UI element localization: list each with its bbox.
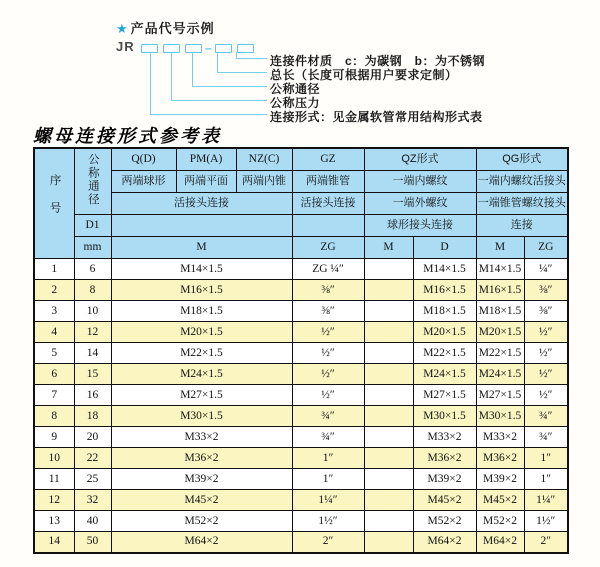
cell-no: 1	[34, 259, 74, 280]
cell-qg-m: M64×2	[476, 532, 524, 553]
cell-gz: ZG ¼″	[292, 259, 364, 280]
subheader-gz: 两端锥管	[292, 171, 364, 193]
cell-no: 13	[34, 511, 74, 532]
cell-m: M39×2	[111, 469, 292, 490]
connect-type-qz3: 球形接头连接	[364, 215, 476, 237]
cell-qg-zg: ¾″	[524, 427, 568, 448]
col-group-nzc: NZ(C)	[236, 148, 292, 171]
cell-gz: ½″	[292, 385, 364, 406]
cell-qg-m: M14×1.5	[476, 259, 524, 280]
cell-qg-zg: 2″	[524, 532, 568, 553]
cell-qg-zg: ¼″	[524, 259, 568, 280]
cell-qg-m: M30×1.5	[476, 406, 524, 427]
cell-qz-d: M24×1.5	[413, 364, 476, 385]
connect-type-qg3: 连接	[476, 215, 568, 237]
cell-dn: 25	[74, 469, 111, 490]
cell-no: 12	[34, 490, 74, 511]
cell-qg-m: M24×1.5	[476, 364, 524, 385]
cell-qz-m	[364, 364, 413, 385]
table-row	[34, 427, 568, 448]
cell-qz-d: M52×2	[413, 511, 476, 532]
cell-gz: ½″	[292, 322, 364, 343]
table-row	[34, 301, 568, 322]
cell-gz: ⅜″	[292, 301, 364, 322]
cell-qg-zg: ¾″	[524, 406, 568, 427]
subheader-qz: 一端内螺纹	[364, 171, 476, 193]
code-label-length: 总长（长度可根据用户要求定制）	[270, 68, 458, 82]
cell-gz: ½″	[292, 364, 364, 385]
cell-m: M16×1.5	[111, 280, 292, 301]
subheader-qd: 两端球形	[111, 171, 176, 193]
header-mm: mm	[74, 237, 111, 259]
cell-qg-zg: ½″	[524, 364, 568, 385]
cell-dn: 15	[74, 364, 111, 385]
cell-qz-d: M36×2	[413, 448, 476, 469]
cell-qg-zg: 1¼″	[524, 490, 568, 511]
code-label-connection: 连接形式：见金属软管常用结构形式表	[270, 110, 483, 124]
cell-qz-m	[364, 259, 413, 280]
cell-qz-d: M33×2	[413, 427, 476, 448]
cell-no: 6	[34, 364, 74, 385]
cell-m: M52×2	[111, 511, 292, 532]
cell-qg-m: M27×1.5	[476, 385, 524, 406]
col-header-diameter: 公称通径	[74, 148, 111, 215]
cell-m: M30×1.5	[111, 406, 292, 427]
table-row	[34, 532, 568, 553]
cell-qg-m: M39×2	[476, 469, 524, 490]
cell-dn: 8	[74, 280, 111, 301]
table-row	[34, 259, 568, 280]
cell-m: M24×1.5	[111, 364, 292, 385]
cell-qg-m: M52×2	[476, 511, 524, 532]
cell-qg-zg: 1″	[524, 448, 568, 469]
cell-qz-m	[364, 406, 413, 427]
cell-qg-m: M22×1.5	[476, 343, 524, 364]
cell-m: M36×2	[111, 448, 292, 469]
connector-line	[217, 52, 218, 72]
code-box-3	[185, 44, 202, 53]
cell-qz-m	[364, 385, 413, 406]
cell-qg-m: M18×1.5	[476, 301, 524, 322]
unit-d-qz: D	[413, 237, 476, 259]
cell-gz: 1½″	[292, 511, 364, 532]
cell-m: M22×1.5	[111, 343, 292, 364]
cell-qz-d: M39×2	[413, 469, 476, 490]
product-code-heading-text: 产品代号示例	[130, 21, 215, 36]
connector-line	[192, 52, 193, 86]
cell-gz: ⅜″	[292, 280, 364, 301]
unit-m-qpmnz: M	[111, 237, 292, 259]
cell-qg-m: M16×1.5	[476, 280, 524, 301]
table-row	[34, 469, 568, 490]
cell-qg-m: M45×2	[476, 490, 524, 511]
cell-no: 11	[34, 469, 74, 490]
cell-qz-m	[364, 343, 413, 364]
cell-gz: 1″	[292, 469, 364, 490]
cell-qz-m	[364, 511, 413, 532]
cell-dn: 22	[74, 448, 111, 469]
cell-gz: ½″	[292, 343, 364, 364]
connector-line	[150, 52, 151, 114]
unit-m-qg: M	[476, 237, 524, 259]
col-group-qd: Q(D)	[111, 148, 176, 171]
unit-zg-gz: ZG	[292, 237, 364, 259]
connect-type-union: 活接头连接	[111, 193, 292, 215]
cell-dn: 18	[74, 406, 111, 427]
unit-m-qz: M	[364, 237, 413, 259]
cell-dn: 40	[74, 511, 111, 532]
connect-type-qz2: 一端外螺纹	[364, 193, 476, 215]
cell-no: 2	[34, 280, 74, 301]
col-group-gz: GZ	[292, 148, 364, 171]
cell-gz: ¾″	[292, 427, 364, 448]
table-row	[34, 448, 568, 469]
connector-line	[171, 52, 172, 100]
cell-qz-m	[364, 427, 413, 448]
cell-no: 14	[34, 532, 74, 553]
cell-gz: 1″	[292, 448, 364, 469]
cell-qg-m: M36×2	[476, 448, 524, 469]
code-label-material: 连接件材质 c：为碳钢 b：为不锈钢	[270, 54, 486, 68]
connector-line	[236, 58, 267, 59]
cell-qg-zg: ½″	[524, 385, 568, 406]
cell-qg-zg: 1″	[524, 469, 568, 490]
table-row	[34, 490, 568, 511]
cell-qz-m	[364, 532, 413, 553]
cell-no: 7	[34, 385, 74, 406]
cell-dn: 10	[74, 301, 111, 322]
cell-dn: 50	[74, 532, 111, 553]
subheader-qg: 一端内螺纹活接头	[476, 171, 568, 193]
cell-m: M27×1.5	[111, 385, 292, 406]
cell-m: M45×2	[111, 490, 292, 511]
cell-qz-d: M14×1.5	[413, 259, 476, 280]
cell-m: M14×1.5	[111, 259, 292, 280]
cell-qz-d: M20×1.5	[413, 322, 476, 343]
subheader-pma: 两端平面	[176, 171, 236, 193]
cell-qz-m	[364, 448, 413, 469]
unit-zg-qg: ZG	[524, 237, 568, 259]
table-row	[34, 406, 568, 427]
code-label-diameter: 公称通径	[270, 82, 321, 96]
cell-dn: 20	[74, 427, 111, 448]
connector-line	[217, 72, 267, 73]
table-title: 螺母连接形式参考表	[33, 126, 222, 147]
cell-no: 8	[34, 406, 74, 427]
cell-qz-m	[364, 280, 413, 301]
cell-qz-d: M22×1.5	[413, 343, 476, 364]
connect-type-qg2: 一端锥管螺纹接头	[476, 193, 568, 215]
table-row	[34, 322, 568, 343]
product-code-prefix: JR	[116, 39, 135, 54]
cell-no: 4	[34, 322, 74, 343]
cell-qz-d: M45×2	[413, 490, 476, 511]
cell-qz-d: M27×1.5	[413, 385, 476, 406]
header-blank-2	[292, 215, 364, 237]
cell-qg-m: M33×2	[476, 427, 524, 448]
cell-gz: ¾″	[292, 406, 364, 427]
code-box-5	[237, 44, 254, 53]
code-dash: –	[205, 41, 212, 55]
cell-no: 3	[34, 301, 74, 322]
cell-qg-m: M20×1.5	[476, 322, 524, 343]
cell-m: M64×2	[111, 532, 292, 553]
cell-qz-d: M16×1.5	[413, 280, 476, 301]
connect-type-union-gz: 活接头连接	[292, 193, 364, 215]
cell-dn: 14	[74, 343, 111, 364]
cell-qz-m	[364, 322, 413, 343]
col-group-pma: PM(A)	[176, 148, 236, 171]
col-group-qz: QZ形式	[364, 148, 476, 171]
cell-qg-zg: ½″	[524, 343, 568, 364]
connector-line	[192, 86, 267, 87]
cell-dn: 6	[74, 259, 111, 280]
cell-qz-d: M18×1.5	[413, 301, 476, 322]
cell-dn: 16	[74, 385, 111, 406]
table-row	[34, 343, 568, 364]
cell-dn: 32	[74, 490, 111, 511]
cell-qg-zg: ⅜″	[524, 280, 568, 301]
star-icon: ★	[116, 21, 129, 36]
cell-no: 5	[34, 343, 74, 364]
table-row	[34, 280, 568, 301]
cell-qz-d: M64×2	[413, 532, 476, 553]
cell-m: M20×1.5	[111, 322, 292, 343]
nut-connection-table	[33, 147, 569, 554]
header-blank-1	[111, 215, 292, 237]
cell-qz-m	[364, 469, 413, 490]
cell-qz-m	[364, 490, 413, 511]
cell-m: M18×1.5	[111, 301, 292, 322]
table-row	[34, 385, 568, 406]
cell-gz: 2″	[292, 532, 364, 553]
cell-qg-zg: 1½″	[524, 511, 568, 532]
cell-gz: 1¼″	[292, 490, 364, 511]
table-row	[34, 511, 568, 532]
cell-dn: 12	[74, 322, 111, 343]
cell-qz-d: M30×1.5	[413, 406, 476, 427]
connector-line	[171, 100, 267, 101]
header-d1: D1	[74, 215, 111, 237]
subheader-nzc: 两端内锥	[236, 171, 292, 193]
col-group-qg: QG形式	[476, 148, 568, 171]
cell-qg-zg: ⅜″	[524, 301, 568, 322]
cell-no: 10	[34, 448, 74, 469]
product-code-heading	[116, 18, 215, 37]
table-row	[34, 364, 568, 385]
col-header-serial: 序号	[34, 148, 74, 259]
cell-qg-zg: ½″	[524, 322, 568, 343]
cell-no: 9	[34, 427, 74, 448]
connector-line	[150, 114, 267, 115]
cell-m: M33×2	[111, 427, 292, 448]
cell-qz-m	[364, 301, 413, 322]
code-label-pressure: 公称压力	[270, 96, 321, 110]
